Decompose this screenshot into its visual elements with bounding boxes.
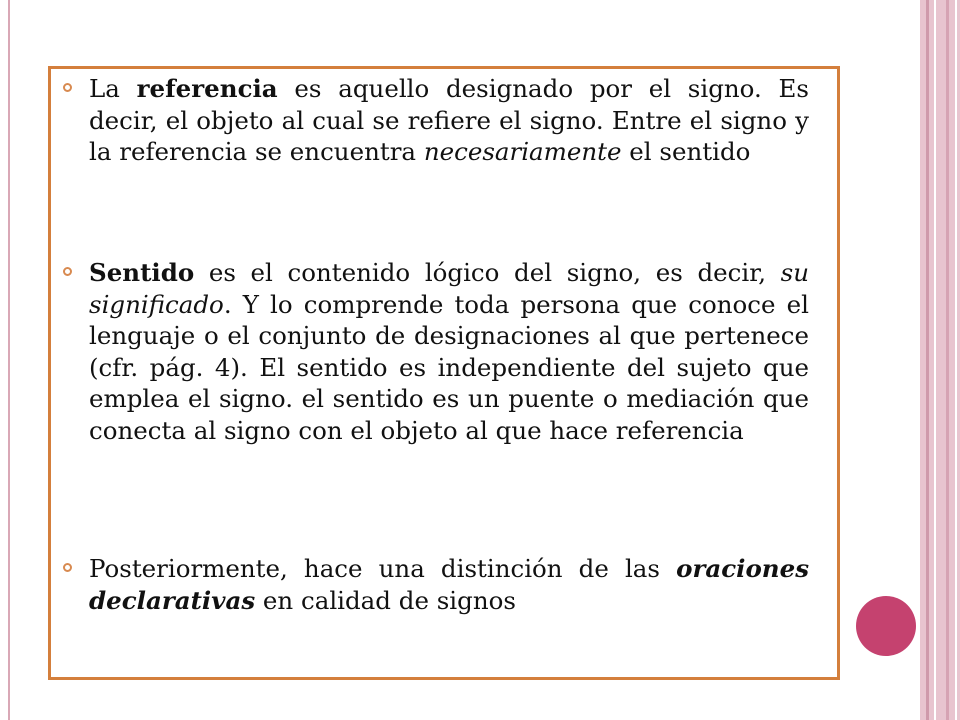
decorative-stripe xyxy=(918,0,920,720)
text-run: . Y lo comprende toda persona que conoce el lenguaje o el conjunto de designaciones al que pertenece (cfr. pág. 4). El sentido es independiente del sujeto que emplea el signo. el sentido es un puente o mediación que conecta al signo con el objeto al que hace referencia xyxy=(89,289,809,445)
decorative-circle xyxy=(856,596,916,656)
decorative-stripe xyxy=(934,0,936,720)
text-run: en calidad de signos xyxy=(255,585,516,615)
emphasis-text: necesariamente xyxy=(423,137,622,166)
text-run: La xyxy=(89,74,137,103)
bullet-text xyxy=(89,73,809,168)
bullet-text xyxy=(89,257,809,446)
circle-bullet-icon xyxy=(63,83,72,92)
circle-bullet-icon xyxy=(63,563,72,572)
term-sentido: Sentido xyxy=(89,258,195,287)
text-run: Posteriormente, hace una distinción de las xyxy=(89,554,677,583)
text-run: el sentido xyxy=(621,137,751,166)
decorative-stripe xyxy=(946,0,949,720)
circle-bullet-icon xyxy=(63,267,72,276)
left-border-line xyxy=(8,0,10,720)
term-oraciones-declarativas: oraciones declarativas xyxy=(89,554,809,615)
decorative-stripe xyxy=(926,0,929,720)
bullet-item-referencia xyxy=(63,73,809,168)
text-run: es aquello designado por el signo. Es decir, el objeto al cual se refiere el signo. Entre el signo y la referencia se encuentra xyxy=(89,74,809,166)
bullet-text xyxy=(89,553,809,616)
bullet-item-oraciones xyxy=(63,553,809,616)
bullet-item-sentido xyxy=(63,257,809,446)
text-run: es el contenido lógico del signo, es decir, xyxy=(194,258,781,287)
emphasis-text: su significado xyxy=(89,258,809,319)
term-referencia: referencia xyxy=(136,74,278,103)
decorative-stripe xyxy=(955,0,957,720)
right-decorative-band xyxy=(918,0,960,720)
